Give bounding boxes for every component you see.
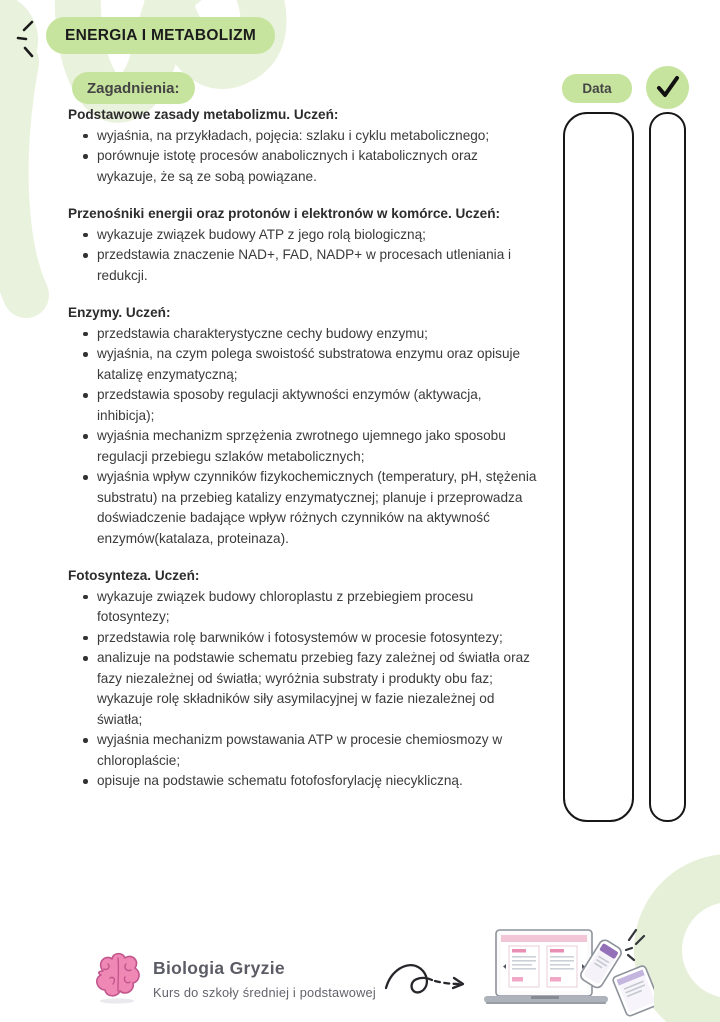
data-label-text: Data — [582, 81, 612, 96]
bullet-text: przedstawia rolę barwników i fotosystemów w procesie fotosyntezy; — [97, 629, 503, 645]
bullet-dot — [83, 595, 88, 600]
topics-label-text: Zagadnienia: — [87, 79, 180, 97]
bullet-dot — [83, 154, 88, 159]
bullet-dot — [83, 253, 88, 258]
bullet-dot — [83, 475, 88, 480]
page-title-text: ENERGIA I METABOLIZM — [65, 26, 257, 44]
topic-section — [68, 105, 540, 187]
check-column-header — [646, 66, 689, 109]
bullet-text: wyjaśnia mechanizm sprzężenia zwrotnego ujemnego jako sposobu regulacji przebiegu szlaków metabolicznych; — [97, 428, 506, 464]
bullet-dot — [83, 656, 88, 661]
bullet-text: przedstawia charakterystyczne cechy budowy enzymu; — [97, 325, 428, 341]
bullet-dot — [83, 434, 88, 439]
bullet-item — [68, 628, 540, 649]
brand-name: Biologia Gryzie — [153, 958, 285, 978]
bullet-text: wyjaśnia, na czym polega swoistość substratowa enzymu oraz opisuje katalizę enzymatyczną; — [97, 346, 521, 382]
footer-sparkle-icon — [626, 930, 644, 960]
topic-section — [68, 303, 540, 549]
bullet-item — [68, 344, 540, 385]
dashed-arrow-icon — [383, 956, 478, 1008]
bullet-dot — [83, 233, 88, 238]
section-bullets — [68, 587, 540, 792]
bullet-text: przedstawia sposoby regulacji aktywności enzymów (aktywacja, inhibicja); — [97, 387, 482, 423]
section-heading: Przenośniki energii oraz protonów i elektronów w komórce. Uczeń: — [68, 206, 501, 221]
bullet-dot — [83, 352, 88, 357]
bullet-text: wykazuje związek budowy ATP z jego rolą biologiczną; — [97, 226, 426, 242]
section-bullets — [68, 225, 540, 287]
bullet-item — [68, 324, 540, 345]
bullet-item — [68, 225, 540, 246]
bullet-dot — [83, 636, 88, 641]
topics-label-badge — [72, 72, 195, 104]
bullet-text: analizuje na podstawie schematu przebieg fazy zależnej od światła oraz fazy niezależnej od światła; wyróżnia substraty i produkty obu faz; wykazuje rolę składników siły asymilacyjnej w fazie niezależnej od światła; — [97, 650, 530, 727]
bullet-dot — [83, 393, 88, 398]
bullet-text: przedstawia znaczenie NAD+, FAD, NADP+ w procesach utleniania i redukcji. — [97, 247, 512, 283]
brand-tagline: Kurs do szkoły średniej i podstawowej — [153, 985, 376, 1000]
bullet-item — [68, 730, 540, 771]
check-column-field[interactable] — [649, 112, 686, 822]
bullet-item — [68, 245, 540, 286]
sparkle-icon — [14, 16, 46, 62]
bullet-text: porównuje istotę procesów anabolicznych i katabolicznych oraz wykazuje, że są ze sobą powiązane. — [97, 148, 478, 184]
bullet-item — [68, 587, 540, 628]
section-heading: Fotosynteza. Uczeń: — [68, 568, 200, 583]
section-heading: Podstawowe zasady metabolizmu. Uczeń: — [68, 107, 339, 122]
topics-list — [68, 105, 540, 809]
section-bullets — [68, 126, 540, 188]
bullet-text: wyjaśnia mechanizm powstawania ATP w procesie chemiosmozy w chloroplaście; — [97, 732, 503, 768]
bullet-item — [68, 467, 540, 549]
checkmark-icon — [654, 74, 681, 101]
bullet-text: wyjaśnia, na przykładach, pojęcia: szlaku i cyklu metabolicznego; — [97, 127, 490, 143]
data-column-field[interactable] — [563, 112, 634, 822]
topic-section — [68, 204, 540, 286]
bullet-item — [68, 771, 540, 792]
bullet-item — [68, 385, 540, 426]
topic-section — [68, 566, 540, 792]
bullet-item — [68, 426, 540, 467]
data-column-header — [562, 74, 632, 103]
bullet-item — [68, 648, 540, 730]
devices-illustration — [476, 928, 654, 1022]
bullet-item — [68, 126, 540, 147]
brand-block — [153, 958, 376, 1000]
bullet-dot — [83, 738, 88, 743]
section-heading: Enzymy. Uczeń: — [68, 305, 171, 320]
section-bullets — [68, 324, 540, 550]
bullet-text: wyjaśnia wpływ czynników fizykochemicznych (temperatury, pH, stężenia substratu) na przebieg katalizy enzymatycznej; planuje i przeprowadza doświadczenie badające wpływ różnych czynników na aktywność enzymów(katalaza, proteinaza). — [97, 469, 537, 546]
page-title — [46, 17, 275, 54]
bullet-dot — [83, 134, 88, 139]
bullet-dot — [83, 332, 88, 337]
bullet-text: wykazuje związek budowy chloroplastu z przebiegiem procesu fotosyntezy; — [97, 588, 474, 624]
brain-icon — [92, 950, 144, 1006]
bullet-text: opisuje na podstawie schematu fotofosforylację niecykliczną. — [97, 773, 463, 788]
bullet-item — [68, 146, 540, 187]
bullet-dot — [83, 779, 88, 784]
